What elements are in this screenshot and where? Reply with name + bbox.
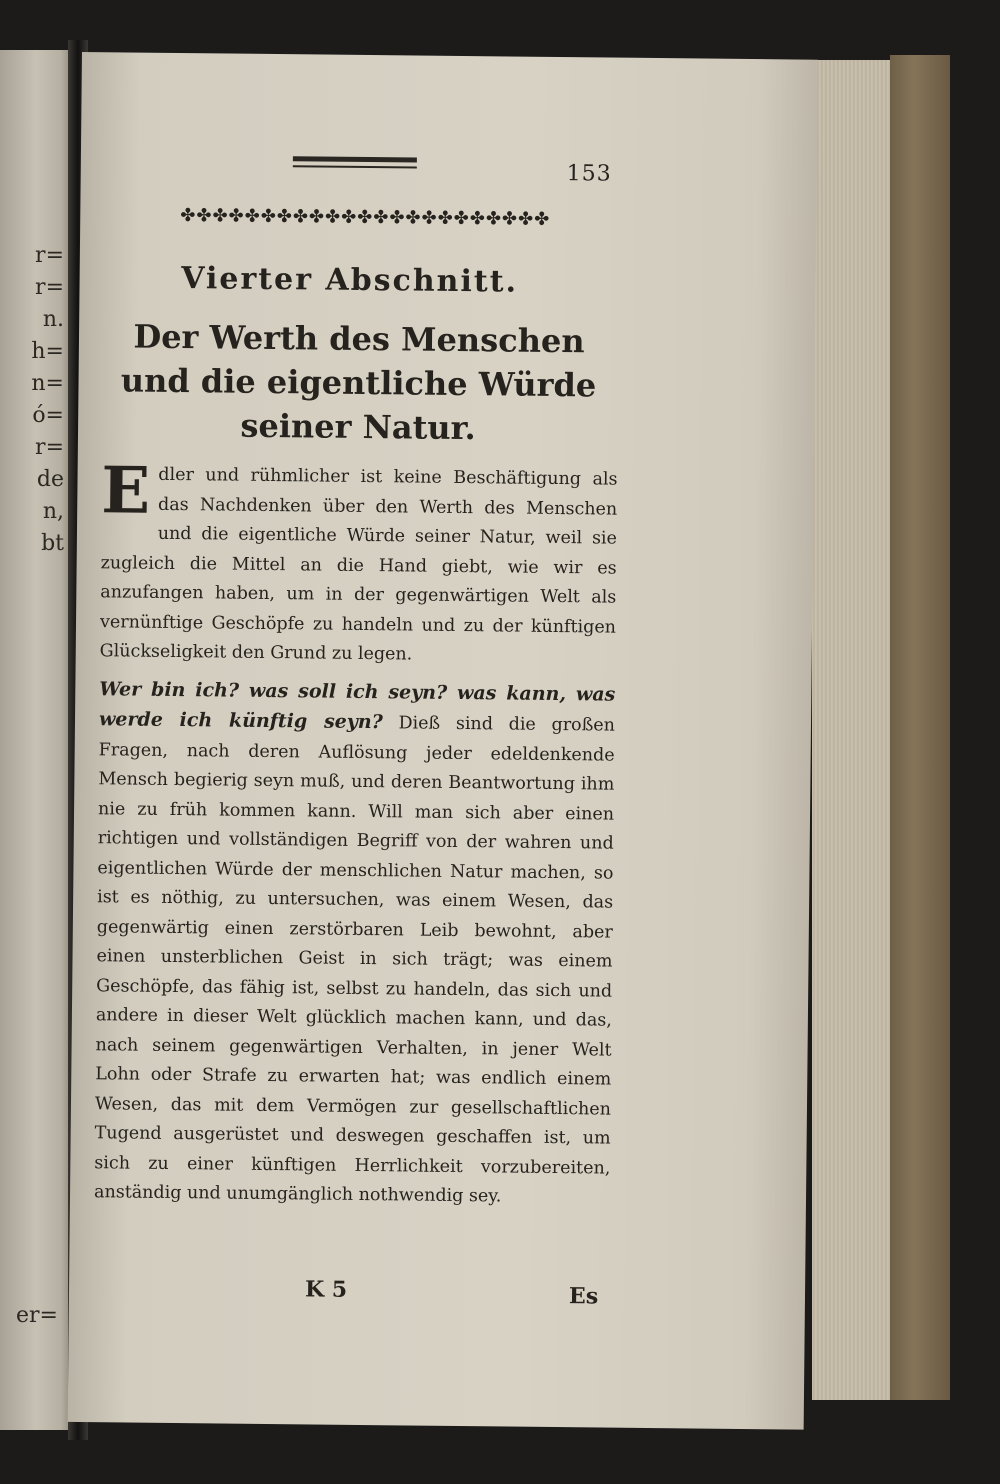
edge-fragment: h= [31, 339, 64, 364]
drop-cap: E [101, 453, 151, 529]
previous-page-text-fragments [0, 240, 70, 1328]
catchword: Es [568, 1283, 599, 1310]
section-title: Vierter Abschnitt. [181, 261, 519, 300]
edge-fragment: n, [42, 499, 64, 524]
paragraph-2 [94, 675, 616, 1213]
edge-fragment: n. [42, 307, 64, 332]
edge-fragment: n= [31, 371, 64, 396]
paragraph-2-text: Dieß sind die großen Fragen, nach deren Auflösung jeder edeldenkende Mensch begierig seyn muß, und deren Beantwortung ihm nie zu früh kommen kann. Will man sich aber einen richtigen und vollständigen Begriff von der wahren und eigentlichen Würde der menschlichen Natur machen, so ist es nöthig, zu untersuchen, was einem Wesen, das gegenwärtig einen zerstörbaren Leib bewohnt, aber einen unsterblichen Geist in sich trägt; was einem Geschöpfe, das fähig ist, selbst zu handeln, das sich und andere in dieser Welt glücklich machen kann, und das, nach seinem gegenwärtigen Verhalten, in jener Welt Lohn oder Strafe zu erwarten hat; was endlich einem Wesen, das mit dem Vermögen zur gesellschaftlichen Tugend ausgerüstet und deswegen geschaffen ist, um sich zu einer künftigen Herrlichkeit vorzubereiten, anständig und unumgänglich nothwendig sey. [93, 713, 616, 1207]
book-cover-edge [890, 55, 950, 1400]
right-page [68, 52, 818, 1430]
page-stack-edge [812, 60, 896, 1400]
body-text [93, 453, 618, 1213]
printer-signature: K 5 [304, 1276, 348, 1303]
paragraph-1 [99, 453, 618, 672]
edge-fragment: bt [41, 531, 64, 556]
page-number: 153 [566, 161, 612, 187]
edge-fragment: r= [35, 243, 64, 268]
previous-page-edge [0, 50, 72, 1430]
paragraph-1-text: dler und rühmlicher ist keine Beschäftigung als das Nachdenken über den Werth des Menschen und die eigentliche Würde seiner Natur, weil sie zugleich die Mittel an die Hand giebt, wie wir es anzufangen haben, um in der gegenwärtigen Welt als vernünftige Geschöpfe zu handeln und zu der künftigen Glückseligkeit den Grund zu legen. [99, 464, 618, 665]
chapter-title: Der Werth des Menschen und die eigentliche Würde seiner Natur. [120, 317, 597, 448]
ornament-border: ✤✤✤✤✤✤✤✤✤✤✤✤✤✤✤✤✤✤✤✤✤✤✤ [180, 205, 551, 230]
edge-fragment-last: er= [16, 1303, 58, 1328]
edge-fragment: de [36, 467, 64, 492]
edge-fragment: ó= [32, 403, 64, 428]
edge-fragment: r= [35, 275, 64, 300]
paragraph-2-lead: Wer bin ich? was soll ich seyn? was kann, was werde ich künftig seyn? [98, 677, 616, 734]
header-rule [293, 156, 417, 162]
edge-fragment: r= [35, 435, 64, 460]
